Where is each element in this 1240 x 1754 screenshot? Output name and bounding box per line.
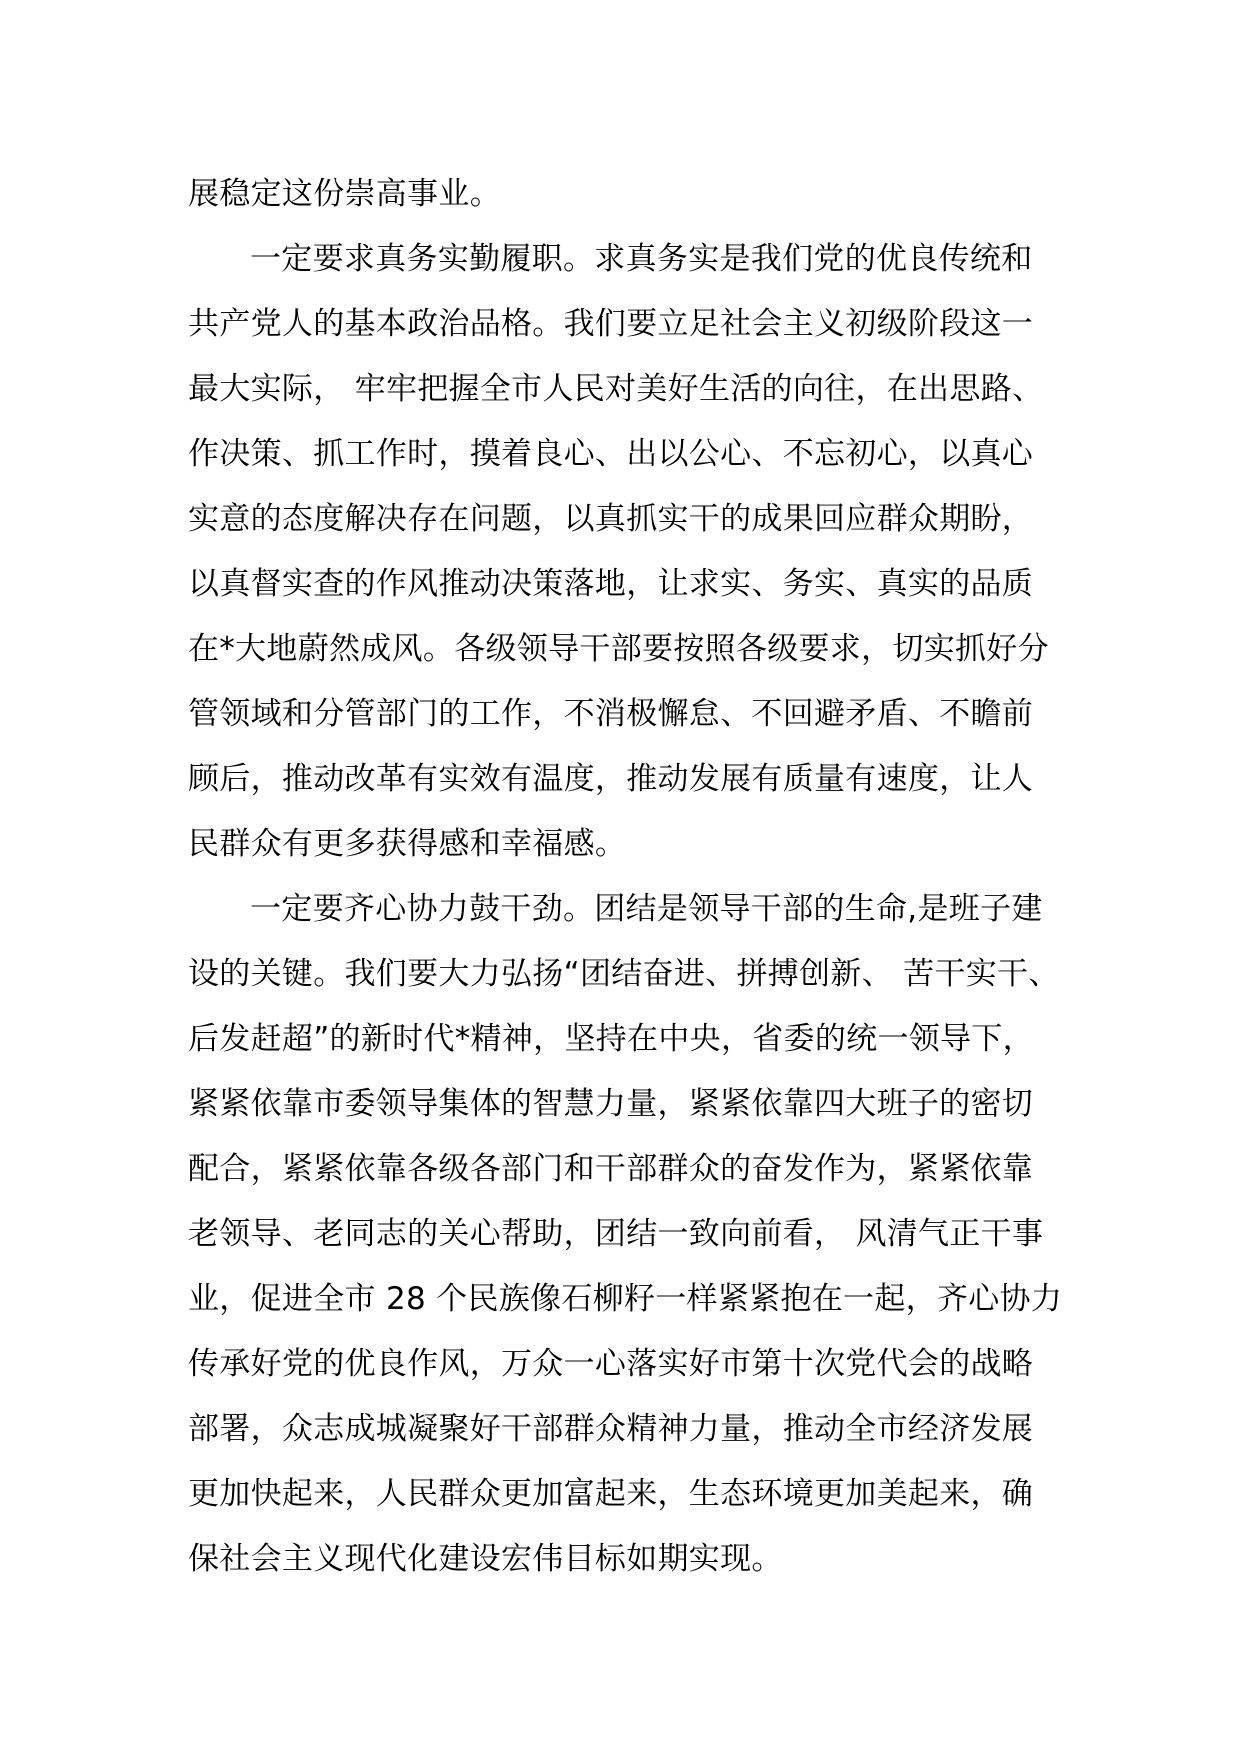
text-line: 展稳定这份崇高事业。 (188, 176, 501, 212)
text-line: 紧紧依靠市委领导集体的智慧力量，紧紧依靠四大班子的密切 (188, 1086, 1034, 1122)
text-line: 后发赶超”的新时代*精神，坚持在中央，省委的统一领导下， (188, 1021, 1034, 1057)
text-line: 最大实际， 牢牢把握全市人民对美好生活的向往，在出思路、 (188, 371, 1044, 407)
body-text (188, 162, 1068, 1592)
text-line: 作决策、抓工作时，摸着良心、出以公心、不忘初心，以真心 (188, 436, 1034, 472)
text-line: 保社会主义现代化建设宏伟目标如期实现。 (188, 1541, 783, 1577)
text-line: 管领域和分管部门的工作，不消极懈怠、不回避矛盾、不瞻前 (188, 696, 1034, 732)
text-line: 民群众有更多获得感和幸福感。 (188, 826, 627, 862)
paragraph-start-line: 一定要求真务实勤履职。求真务实是我们党的优良传统和 (250, 241, 1033, 277)
text-line: 部署，众志成城凝聚好干部群众精神力量，推动全市经济发展 (188, 1411, 1034, 1447)
text-line: 业，促进全市 28 个民族像石柳籽一样紧紧抱在一起，齐心协力 (188, 1281, 1063, 1317)
text-line: 老领导、老同志的关心帮助，团结一致向前看， 风清气正干事 (188, 1216, 1044, 1252)
text-line: 实意的态度解决存在问题，以真抓实干的成果回应群众期盼， (188, 501, 1034, 537)
text-line: 配合，紧紧依靠各级各部门和干部群众的奋发作为，紧紧依靠 (188, 1151, 1034, 1187)
text-line: 共产党人的基本政治品格。我们要立足社会主义初级阶段这一 (188, 306, 1034, 342)
text-line: 顾后，推动改革有实效有温度，推动发展有质量有速度，让人 (188, 761, 1034, 797)
text-line: 以真督实查的作风推动决策落地，让求实、务实、真实的品质 (188, 566, 1034, 602)
text-line: 设的关键。我们要大力弘扬“团结奋进、拼搏创新、 苦干实干、 (188, 956, 1060, 992)
text-line: 传承好党的优良作风，万众一心落实好市第十次党代会的战略 (188, 1346, 1034, 1382)
text-line: 更加快起来，人民群众更加富起来，生态环境更加美起来，确 (188, 1476, 1034, 1512)
text-line: 在*大地蔚然成风。各级领导干部要按照各级要求，切实抓好分 (188, 631, 1049, 667)
paragraph-start-line: 一定要齐心协力鼓干劲。团结是领导干部的生命,是班子建 (250, 891, 1043, 927)
